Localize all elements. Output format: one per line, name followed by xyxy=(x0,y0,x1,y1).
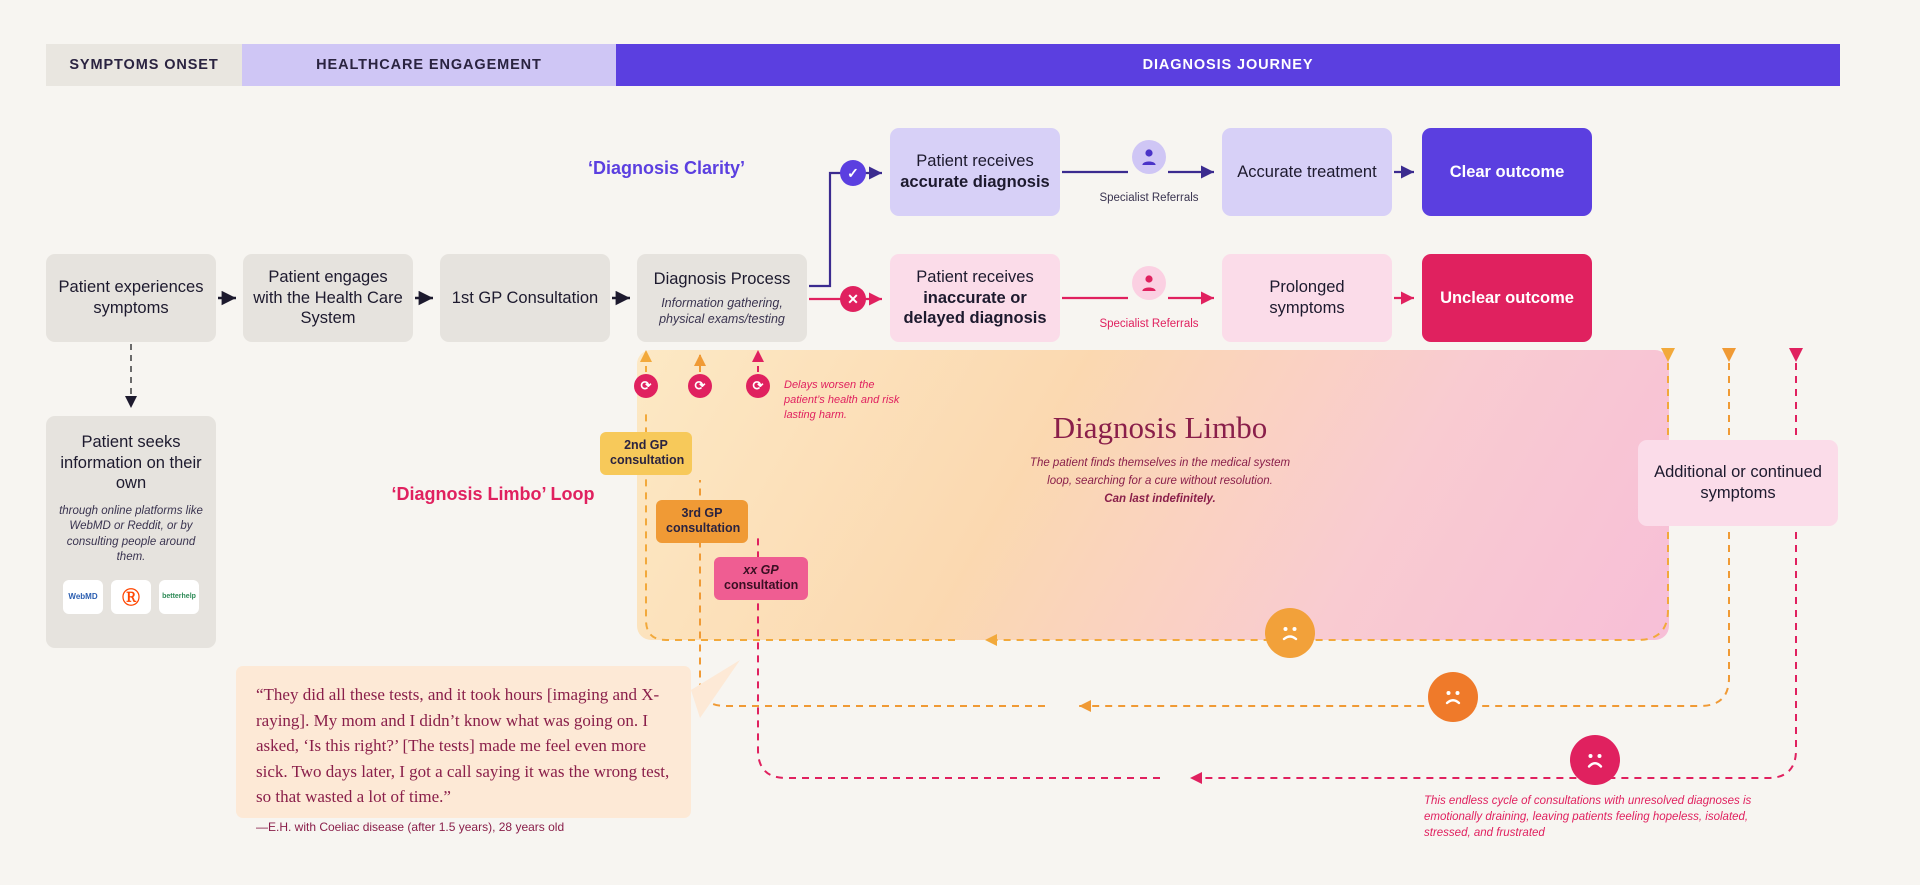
node-label: Diagnosis Process xyxy=(653,269,791,288)
node-label: Patient engages with the Health Care System xyxy=(253,268,403,328)
node-label: Prolonged symptoms xyxy=(1269,278,1345,317)
note-emotional-impact: This endless cycle of consultations with unresolved diagnoses is emotionally draining, leaving patients feeling hopeless, isolated, stressed, and frustrated xyxy=(1424,795,1752,840)
platform-logos xyxy=(63,580,199,614)
clock-glyph: ⟳ xyxy=(694,378,706,393)
node-label: Patient seeks information on their own xyxy=(60,433,202,493)
node-label-line2: accurate diagnosis xyxy=(900,173,1050,191)
sad-face-icon xyxy=(1265,608,1315,658)
reddit-logo: Ⓡ xyxy=(111,580,151,614)
chip-prefix: xx GP xyxy=(743,563,779,577)
phase-label: HEALTHCARE ENGAGEMENT xyxy=(316,57,542,73)
clock-icon xyxy=(746,374,770,398)
close-icon xyxy=(840,286,866,312)
node-unclear-outcome[interactable] xyxy=(1422,254,1592,342)
specialist-referrals-label-bottom: Specialist Referrals xyxy=(1099,318,1199,330)
sad-face-icon xyxy=(1428,672,1478,722)
node-patient-receives-inaccurate-diagnosis[interactable] xyxy=(890,254,1060,342)
node-label: Accurate treatment xyxy=(1237,162,1377,181)
node-prolonged-symptoms[interactable] xyxy=(1222,254,1392,342)
specialist-referral-icon xyxy=(1132,140,1166,174)
clock-icon xyxy=(634,374,658,398)
phase-diagnosis-journey xyxy=(616,44,1840,86)
label-diagnosis-limbo-loop: ‘Diagnosis Limbo’ Loop xyxy=(391,484,595,504)
phase-symptoms-onset xyxy=(46,44,242,86)
clock-glyph: ⟳ xyxy=(752,378,764,393)
check-glyph: ✓ xyxy=(847,164,859,181)
frown-glyph xyxy=(1580,745,1610,775)
chip-suffix: consultation xyxy=(610,453,685,468)
node-additional-continued-symptoms[interactable] xyxy=(1638,440,1838,526)
node-sublabel: Information gathering, physical exams/testing xyxy=(659,295,785,326)
limbo-subtitle xyxy=(990,455,1330,508)
person-icon xyxy=(1139,147,1159,167)
limbo-sub-line2: loop, searching for a cure without resolution. xyxy=(1047,474,1273,487)
betterhelp-logo: betterhelp xyxy=(159,580,199,614)
phase-label: SYMPTOMS ONSET xyxy=(69,57,219,73)
chip-prefix: 2nd GP xyxy=(624,438,668,452)
node-label: Patient experiences symptoms xyxy=(58,278,204,317)
node-label-line2: inaccurate or delayed diagnosis xyxy=(903,288,1047,328)
frown-glyph xyxy=(1438,682,1468,712)
node-label: Additional or continued symptoms xyxy=(1654,463,1822,502)
node-patient-engages-health-care-system[interactable] xyxy=(243,254,413,342)
quote-text: “They did all these tests, and it took hours [imaging and X-raying]. My mom and I didn’t know what was going on. I asked, ‘Is this right?’ [The tests] made me feel even more sick. Two days later, I got a call saying it was the wrong test, so that wasted a lot of time.” xyxy=(256,685,670,806)
phase-healthcare-engagement xyxy=(242,44,616,86)
node-diagnosis-process[interactable] xyxy=(637,254,807,342)
limbo-sub-line1: The patient finds themselves in the medical system xyxy=(1029,457,1291,469)
cross-glyph: ✕ xyxy=(847,290,859,307)
webmd-logo: WebMD xyxy=(63,580,103,614)
node-label: Unclear outcome xyxy=(1440,288,1574,307)
chip-xx-gp-consultation[interactable] xyxy=(714,557,808,600)
chip-prefix: 3rd GP xyxy=(681,506,723,520)
node-patient-receives-accurate-diagnosis[interactable] xyxy=(890,128,1060,216)
limbo-title: Diagnosis Limbo xyxy=(1052,410,1268,445)
phase-label: DIAGNOSIS JOURNEY xyxy=(1142,57,1314,73)
chip-suffix: consultation xyxy=(666,521,741,536)
node-first-gp-consultation[interactable] xyxy=(440,254,610,342)
node-clear-outcome[interactable] xyxy=(1422,128,1592,216)
node-label-line1: Patient receives xyxy=(916,268,1034,287)
note-delays-worsen-health: Delays worsen the patient’s health and risk lasting harm. xyxy=(784,379,900,421)
node-patient-seeks-information[interactable] xyxy=(46,416,216,648)
specialist-referral-icon xyxy=(1132,266,1166,300)
chip-suffix: consultation xyxy=(724,578,799,593)
clock-glyph: ⟳ xyxy=(640,378,652,393)
patient-quote-card xyxy=(236,666,691,834)
chip-3rd-gp-consultation[interactable] xyxy=(656,500,748,543)
node-label-line1: Patient receives xyxy=(916,152,1034,171)
quote-attribution: —E.H. with Coeliac disease (after 1.5 years), 28 years old xyxy=(256,819,565,834)
clock-icon xyxy=(688,374,712,398)
node-patient-experiences-symptoms[interactable] xyxy=(46,254,216,342)
label-diagnosis-clarity: ‘Diagnosis Clarity’ xyxy=(588,158,746,178)
chip-2nd-gp-consultation[interactable] xyxy=(600,432,692,475)
sad-face-icon xyxy=(1570,735,1620,785)
frown-glyph xyxy=(1275,618,1305,648)
node-accurate-treatment[interactable] xyxy=(1222,128,1392,216)
limbo-sub-line3: Can last indefinitely. xyxy=(1104,492,1216,505)
node-sublabel: through online platforms like WebMD or Reddit, or by consulting people around them. xyxy=(59,504,203,564)
node-label: Clear outcome xyxy=(1449,162,1565,181)
node-label: 1st GP Consultation xyxy=(451,288,599,307)
check-icon xyxy=(840,160,866,186)
person-icon xyxy=(1139,273,1159,293)
specialist-referrals-label-top: Specialist Referrals xyxy=(1099,192,1199,204)
